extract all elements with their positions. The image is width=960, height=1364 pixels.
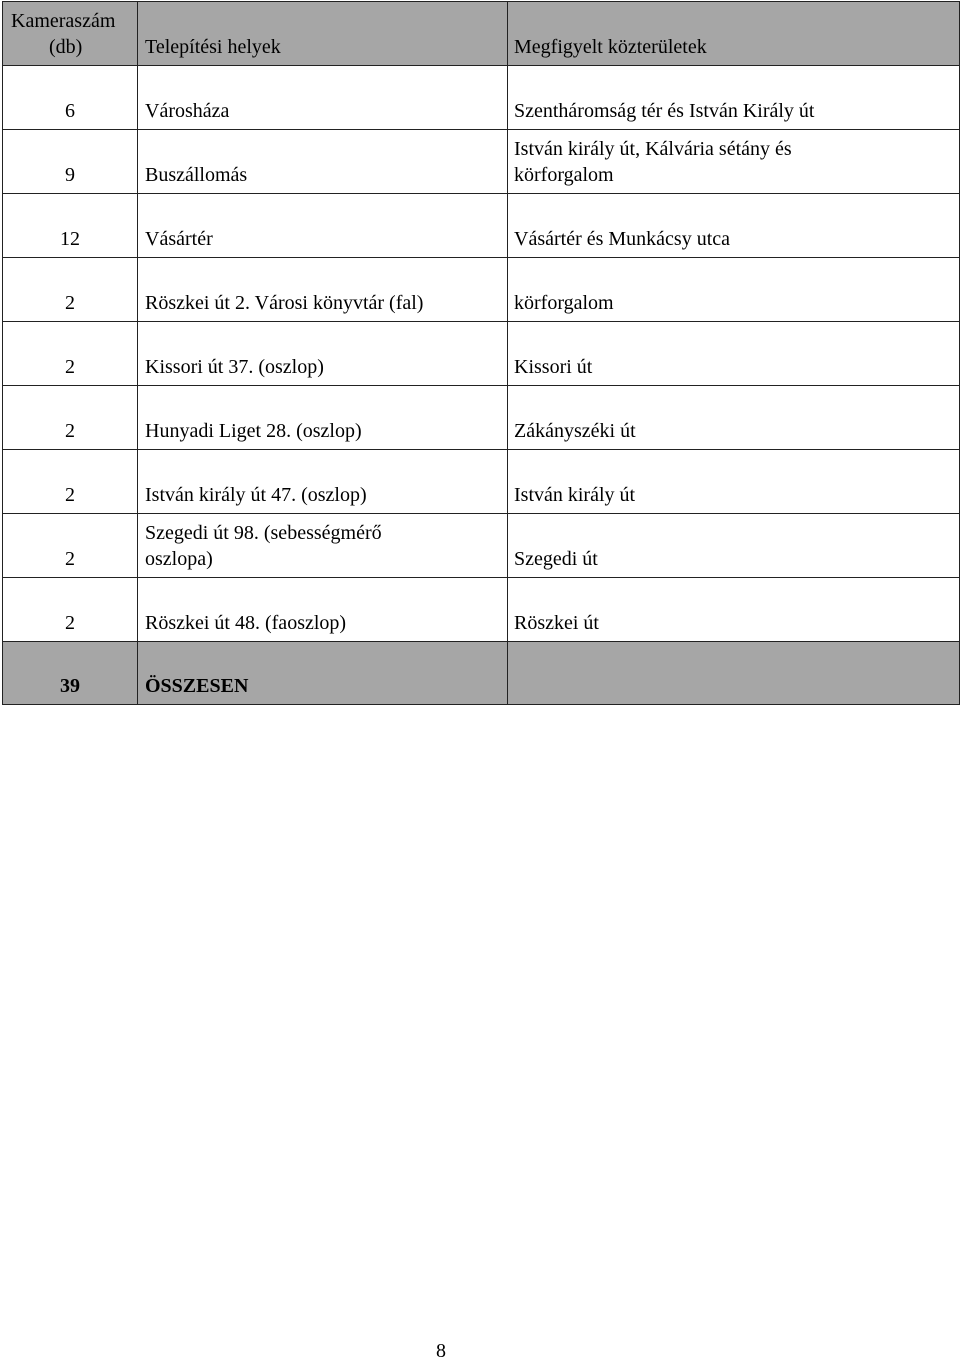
install-location-text: Kissori út 37. (oszlop) [145, 356, 324, 378]
table-row [3, 514, 960, 578]
install-location-text: Röszkei út 48. (faoszlop) [145, 612, 347, 634]
install-location-cell [138, 194, 508, 258]
camera-count-cell: 2 [3, 450, 138, 514]
header-camera-count-line2: (db) [49, 36, 83, 58]
install-location-text: oszlopa) [145, 548, 213, 570]
observed-area-text: István király út [514, 484, 636, 506]
camera-locations-table [2, 1, 960, 705]
observed-area-cell [508, 578, 960, 642]
observed-area-text: István király út, Kálvária sétány és [514, 138, 792, 160]
install-location-text: Hunyadi Liget 28. (oszlop) [145, 420, 362, 442]
install-location-text: Városháza [145, 100, 230, 122]
header-observed-areas: Megfigyelt közterületek [508, 2, 960, 66]
observed-area-cell [508, 194, 960, 258]
observed-area-text: Zákányszéki út [514, 420, 636, 442]
observed-area-text: Röszkei út [514, 612, 599, 634]
install-location-cell [138, 450, 508, 514]
observed-area-text: Vásártér és Munkácsy utca [514, 228, 731, 250]
table-row [3, 194, 960, 258]
table-row [3, 450, 960, 514]
observed-area-cell [508, 450, 960, 514]
table-row [3, 322, 960, 386]
table-row [3, 258, 960, 322]
camera-count-cell: 9 [3, 130, 138, 194]
install-location-text: Vásártér [145, 228, 213, 250]
observed-area-cell [508, 66, 960, 130]
install-location-cell [138, 130, 508, 194]
camera-count-cell: 2 [3, 514, 138, 578]
install-location-text: Röszkei út 2. Városi könyvtár (fal) [145, 292, 424, 314]
total-label: ÖSSZESEN [138, 642, 508, 705]
page-number: 8 [436, 1340, 446, 1362]
install-location-cell [138, 258, 508, 322]
camera-count-cell: 2 [3, 322, 138, 386]
install-location-text: István király út 47. (oszlop) [145, 484, 367, 506]
table-header-row [3, 2, 960, 66]
install-location-cell [138, 386, 508, 450]
total-row [3, 642, 960, 705]
install-location-text: Szegedi út 98. (sebességmérő [145, 522, 382, 544]
camera-count-cell: 12 [3, 194, 138, 258]
observed-area-text: körforgalom [514, 164, 614, 186]
camera-count-cell: 6 [3, 66, 138, 130]
install-location-cell [138, 322, 508, 386]
camera-count-cell: 2 [3, 386, 138, 450]
table-row [3, 578, 960, 642]
install-location-cell [138, 578, 508, 642]
install-location-text: Buszállomás [145, 164, 248, 186]
observed-area-text: Szentháromság tér és István Király út [514, 100, 815, 122]
observed-area-text: Kissori út [514, 356, 593, 378]
table-row [3, 130, 960, 194]
camera-count-cell: 2 [3, 578, 138, 642]
observed-area-cell [508, 130, 960, 194]
observed-area-cell [508, 258, 960, 322]
header-camera-count-line1: Kameraszám [11, 10, 116, 32]
total-area-empty [508, 642, 960, 705]
observed-area-text: körforgalom [514, 292, 614, 314]
observed-area-cell [508, 514, 960, 578]
observed-area-text: Szegedi út [514, 548, 598, 570]
install-location-cell [138, 514, 508, 578]
total-count: 39 [3, 642, 138, 705]
observed-area-cell [508, 322, 960, 386]
header-install-locations: Telepítési helyek [138, 2, 508, 66]
table-row [3, 386, 960, 450]
observed-area-cell [508, 386, 960, 450]
header-camera-count [3, 2, 138, 66]
camera-count-cell: 2 [3, 258, 138, 322]
install-location-cell [138, 66, 508, 130]
table-row [3, 66, 960, 130]
